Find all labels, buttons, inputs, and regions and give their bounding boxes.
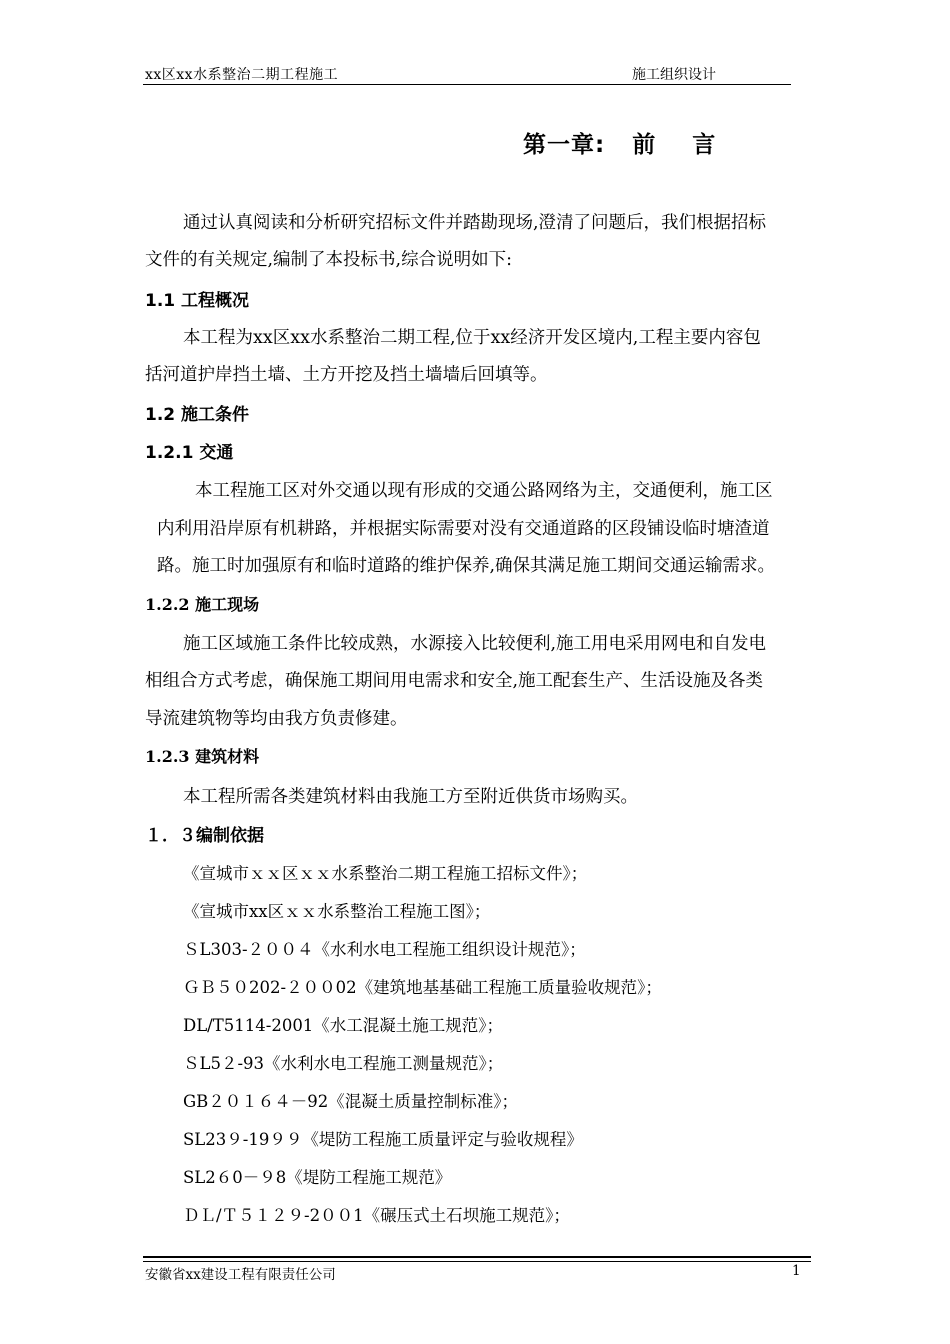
section-1-2-1-line-2: 内利用沿岸原有机耕路，并根据实际需要对没有交通道路的区段铺设临时塘渣道 — [157, 519, 770, 539]
section-1-2-2-line-2: 相组合方式考虑，确保施工期间用电需求和安全,施工配套生产、生活设施及各类 — [145, 671, 764, 691]
section-1-2-3-heading: 1.2.3 建筑材料 — [145, 747, 260, 766]
section-1-1-line-1: 本工程为xx区xx水系整治二期工程,位于xx经济开发区境内,工程主要内容包 — [183, 328, 761, 348]
reference-item: ＤＬ/Ｔ５１２９-2００1《碾压式土石坝施工规范》； — [183, 1206, 570, 1225]
reference-item: GB２０１６４－92《混凝土质量控制标准》； — [183, 1092, 519, 1111]
section-1-2-2-line-3: 导流建筑物等均由我方负责修建。 — [145, 709, 408, 729]
chapter-title: 第一章: 前 言 — [523, 132, 717, 158]
header-project-name: xx区xx水系整治二期工程施工 — [145, 67, 339, 83]
reference-item: SL2６0－９8《堤防工程施工规范》 — [183, 1168, 452, 1187]
reference-item: 《宣城市xx区ｘｘ水系整治工程施工图》； — [183, 902, 491, 921]
footer-rule-thick — [143, 1256, 811, 1258]
reference-item: 《宣城市ｘｘ区ｘｘ水系整治二期工程施工招标文件》； — [183, 864, 588, 883]
reference-item: SL23９-19９９《堤防工程施工质量评定与验收规程》 — [183, 1130, 583, 1149]
reference-item: ＳL303-２００４《水利水电工程施工组织设计规范》； — [183, 940, 586, 959]
section-1-2-2-line-1: 施工区域施工条件比较成熟，水源接入比较便利,施工用电采用网电和自发电 — [183, 634, 767, 654]
intro-line-2: 文件的有关规定,编制了本投标书,综合说明如下: — [145, 250, 513, 270]
section-1-2-1-line-3: 路。施工时加强原有和临时道路的维护保养,确保其满足施工期间交通运输需求。 — [157, 556, 776, 576]
footer-page-number: 1 — [792, 1263, 801, 1279]
section-1-2-1-heading: 1.2.1 交通 — [145, 443, 234, 463]
section-1-1-line-2: 括河道护岸挡土墙、土方开挖及挡土墙墙后回填等。 — [145, 365, 548, 385]
intro-line-1: 通过认真阅读和分析研究招标文件并踏勘现场,澄清了问题后，我们根据招标 — [183, 213, 767, 233]
section-1-3-heading: １．３编制依据 — [145, 826, 264, 846]
footer-rule-thin — [143, 1261, 811, 1262]
section-1-2-heading: 1.2 施工条件 — [145, 405, 250, 425]
section-1-2-1-line-1: 本工程施工区对外交通以现有形成的交通公路网络为主，交通便利，施工区 — [195, 481, 773, 501]
reference-item: DL/T5114-2001《水工混凝土施工规范》； — [183, 1016, 504, 1035]
header-rule — [143, 84, 791, 85]
section-1-2-3-line-1: 本工程所需各类建筑材料由我施工方至附近供货市场购买。 — [183, 787, 638, 807]
footer-company: 安徽省xx建设工程有限责任公司 — [145, 1267, 336, 1283]
header-document-type: 施工组织设计 — [632, 67, 716, 83]
section-1-2-2-heading: 1.2.2 施工现场 — [145, 595, 260, 614]
reference-item: ＧＢ５０202-２００02《建筑地基基础工程施工质量验收规范》； — [183, 978, 662, 997]
reference-item: ＳL5２-93《水利水电工程施工测量规范》； — [183, 1054, 504, 1073]
section-1-1-heading: 1.1 工程概况 — [145, 291, 250, 311]
